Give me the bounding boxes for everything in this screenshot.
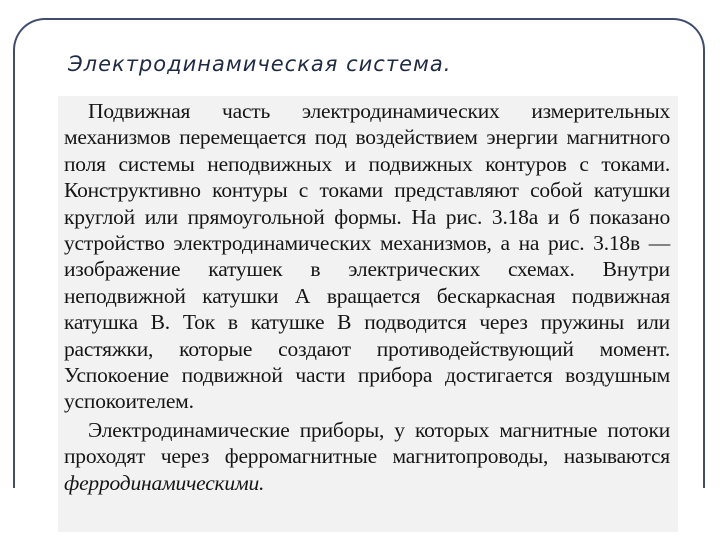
paragraph-2-text: Электродинамические приборы, у которых магнитные потоки проходят через ферромагнитные магнитопроводы, называются: [64, 417, 670, 469]
frame-gap-left: [11, 488, 17, 540]
slide-title: Электродинамическая система.: [68, 52, 452, 76]
scanned-text: [64, 98, 670, 496]
frame-gap-right: [703, 488, 709, 540]
paragraph-1: Подвижная часть электродинамических измерительных механизмов перемещается под воздействием энергии магнитного поля системы неподвижных и подвижных контуров с токами. Конструктивно контуры с токами представляют собой катушки круглой или прямоугольной формы. На рис. 3.18а и б показано устройство электродинамических механизмов, а на рис. 3.18в — изображение катушек в электрических схемах. Внутри неподвижной катушки А вращается бескаркасная подвижная катушка В. Ток в катушке В подводится через пружины или растяжки, которые создают противодействующий момент. Успокоение подвижной части прибора достигается воздушным успокоителем.: [64, 99, 670, 414]
paragraph-2: [64, 417, 670, 496]
scanned-text-image: [58, 96, 678, 532]
paragraph-2-term: ферродинамическими.: [64, 470, 265, 495]
